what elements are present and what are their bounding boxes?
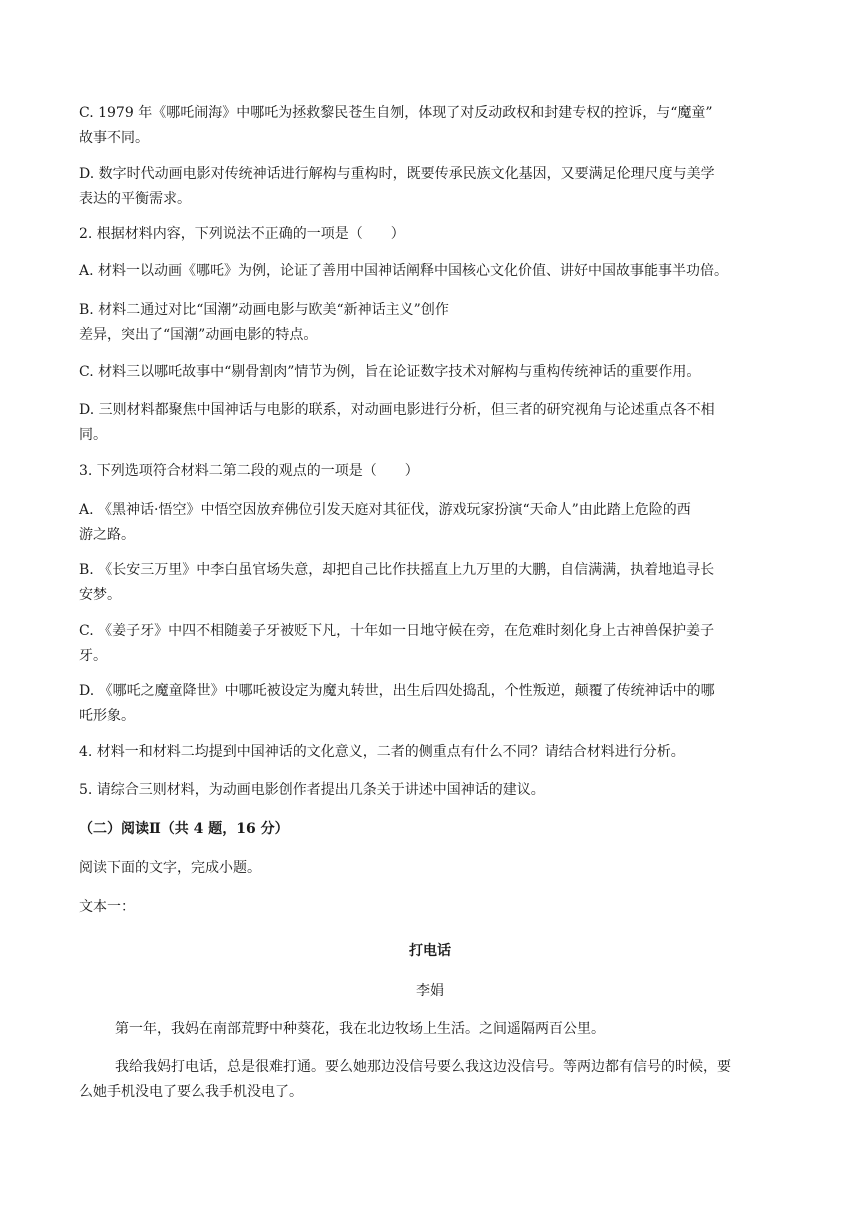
q2-option-b-line2: 差异，突出了“国潮”动画电影的特点。	[79, 327, 318, 343]
q3-option-b-line2: 安梦。	[79, 587, 121, 603]
q3-option-d-line1: D. 《哪吒之魔童降世》中哪吒被设定为魔丸转世，出生后四处捣乱，个性叛逆，颠覆了传统神话中的哪	[79, 683, 715, 699]
article-title: 打电话	[409, 943, 451, 959]
q3-option-c-line1: C. 《姜子牙》中四不相随姜子牙被贬下凡，十年如一日地守候在旁，在危难时刻化身上古神兽保护姜子	[79, 623, 715, 639]
q3-option-c	[79, 619, 784, 669]
q1-option-c-line2: 故事不同。	[79, 130, 149, 146]
q3-stem: 3. 下列选项符合材料二第二段的观点的一项是（ ）	[79, 463, 419, 479]
q1-option-d-line1: D. 数字时代动画电影对传统神话进行解构与重构时，既要传承民族文化基因，又要满足伦理尺度与美学	[79, 166, 715, 182]
q1-option-d	[79, 162, 784, 212]
section2-instruction: 阅读下面的文字，完成小题。	[79, 860, 261, 876]
q2-option-d-line2: 同。	[79, 427, 107, 443]
article-author: 李娟	[416, 983, 444, 999]
article-paragraph-2-line1: 我给我妈打电话，总是很难打通。要么她那边没信号要么我这边没信号。等两边都有信号的时候，要	[115, 1059, 731, 1075]
q2-option-a: A. 材料一以动画《哪吒》为例，论证了善用中国神话阐释中国核心文化价值、讲好中国故事能事半功倍。	[79, 263, 729, 279]
q2-option-c: C. 材料三以哪吒故事中“剔骨割肉”情节为例，旨在论证数字技术对解构与重构传统神话的重要作用。	[79, 364, 701, 380]
q2-option-b-line1: B. 材料二通过对比“国潮”动画电影与欧美“新神话主义”创作	[79, 302, 449, 318]
q3-option-a-line1: A. 《黑神话·悟空》中悟空因放弃佛位引发天庭对其征伐，游戏玩家扮演“天命人”由此踏上危险的西	[79, 502, 691, 518]
section2-heading: （二）阅读Ⅱ（共 4 题，16 分）	[79, 821, 289, 837]
q2-option-d	[79, 398, 784, 448]
q3-option-d-line2: 吒形象。	[79, 708, 135, 724]
article-paragraph-2-line2: 么她手机没电了要么我手机没电了。	[79, 1084, 303, 1100]
q3-option-d	[79, 679, 784, 729]
article-paragraph-1: 第一年，我妈在南部荒野中种葵花，我在北边牧场上生活。之间遥隔两百公里。	[115, 1021, 605, 1037]
q2-stem: 2. 根据材料内容，下列说法不正确的一项是（ ）	[79, 226, 405, 242]
q1-option-d-line2: 表达的平衡需求。	[79, 191, 191, 207]
q5-question: 5. 请综合三则材料，为动画电影创作者提出几条关于讲述中国神话的建议。	[79, 782, 545, 798]
q1-option-c-line1: C. 1979 年《哪吒闹海》中哪吒为拯救黎民苍生自刎，体现了对反动政权和封建专权的控诉，与“魔童”	[79, 105, 713, 121]
article-paragraph-2	[79, 1055, 784, 1105]
q3-option-c-line2: 牙。	[79, 648, 107, 664]
q4-question: 4. 材料一和材料二均提到中国神话的文化意义，二者的侧重点有什么不同？请结合材料进行分析。	[79, 744, 685, 760]
q3-option-b	[79, 558, 784, 608]
q2-option-b	[79, 298, 784, 348]
q3-option-a	[79, 498, 784, 548]
q3-option-b-line1: B. 《长安三万里》中李白虽官场失意，却把自己比作扶摇直上九万里的大鹏，自信满满，执着地追寻长	[79, 562, 715, 578]
text-label: 文本一：	[79, 899, 135, 915]
q2-option-d-line1: D. 三则材料都聚焦中国神话与电影的联系，对动画电影进行分析，但三者的研究视角与论述重点各不相	[79, 402, 715, 418]
q1-option-c	[79, 101, 784, 151]
q3-option-a-line2: 游之路。	[79, 527, 135, 543]
